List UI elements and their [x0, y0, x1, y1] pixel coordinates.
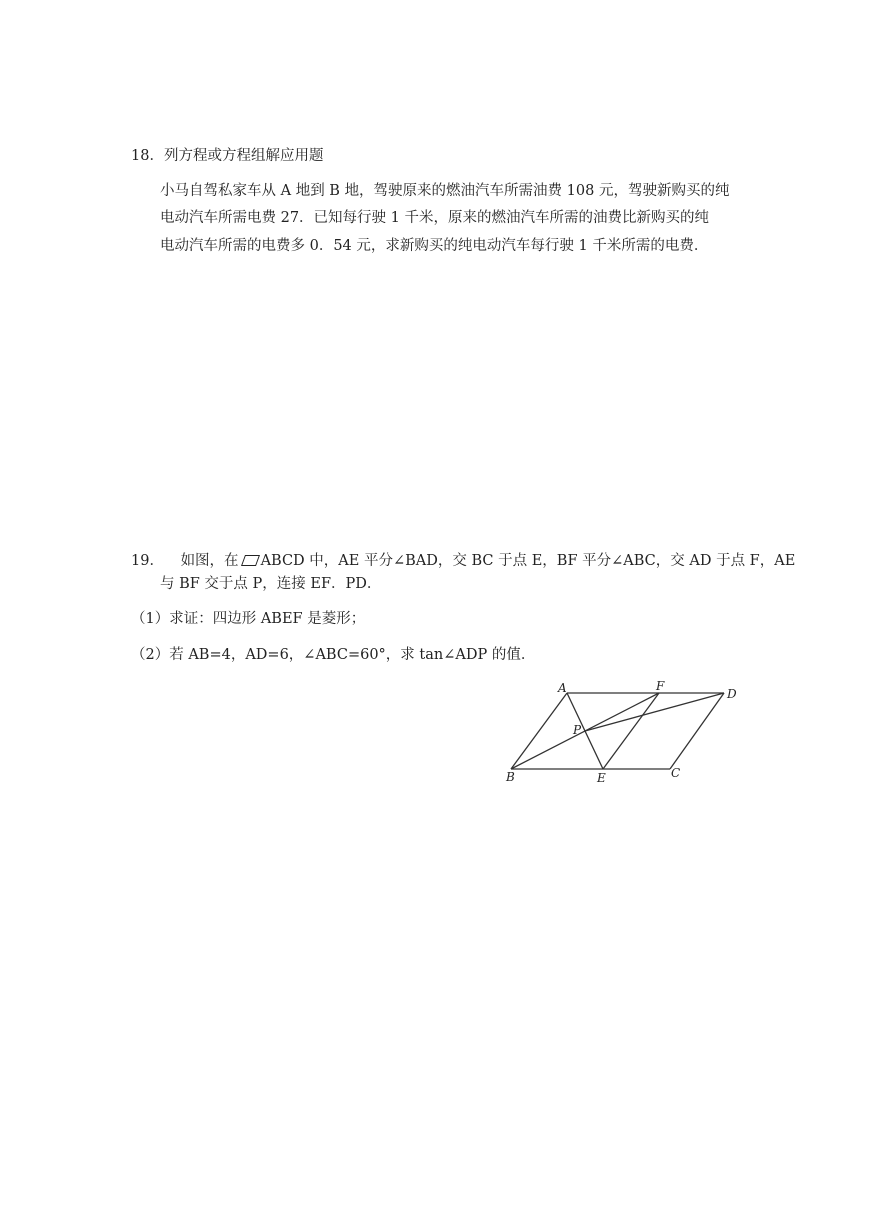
label-P: P [573, 723, 582, 737]
label-B: B [506, 770, 515, 784]
segment-DC [670, 693, 724, 769]
q18-heading: 18．列方程或方程组解应用题 [131, 148, 324, 164]
q19-line-2: 与 BF 交于点 P，连接 EF．PD． [160, 576, 382, 592]
segment-AB [511, 693, 567, 769]
q18-text-line-2: 电动汽车所需电费 27．已知每行驶 1 千米，原来的燃油汽车所需的油费比新购买的纯 [160, 210, 710, 226]
q19-line-1-prefix: 如图，在 [180, 553, 239, 569]
segment-EF [603, 693, 659, 769]
label-C: C [671, 766, 681, 780]
q19-part-2: （2）若 AB=4，AD=6，∠ABC=60°，求 tan∠ADP 的值． [131, 647, 536, 663]
label-F: F [656, 679, 665, 693]
q19-line-1-rest: ABCD 中，AE 平分∠BAD，交 BC 于点 E，BF 平分∠ABC，交 AD 于点 F，AE [260, 553, 796, 569]
q19-number: 19． [131, 553, 164, 569]
q18-text-line-1: 小马自驾私家车从 A 地到 B 地，驾驶原来的燃油汽车所需油费 108 元，驾驶新购买的纯 [160, 183, 730, 199]
q19-part-1: （1）求证：四边形 ABEF 是菱形； [131, 611, 366, 627]
parallelogram-symbol-icon [241, 555, 260, 566]
label-E: E [597, 771, 606, 785]
q19-line-1 [131, 551, 795, 571]
label-D: D [727, 687, 737, 701]
q18-text-line-3: 电动汽车所需的电费多 0．54 元，求新购买的纯电动汽车每行驶 1 千米所需的电费． [160, 238, 709, 254]
parallelogram-figure [496, 676, 746, 788]
label-A: A [558, 681, 567, 695]
